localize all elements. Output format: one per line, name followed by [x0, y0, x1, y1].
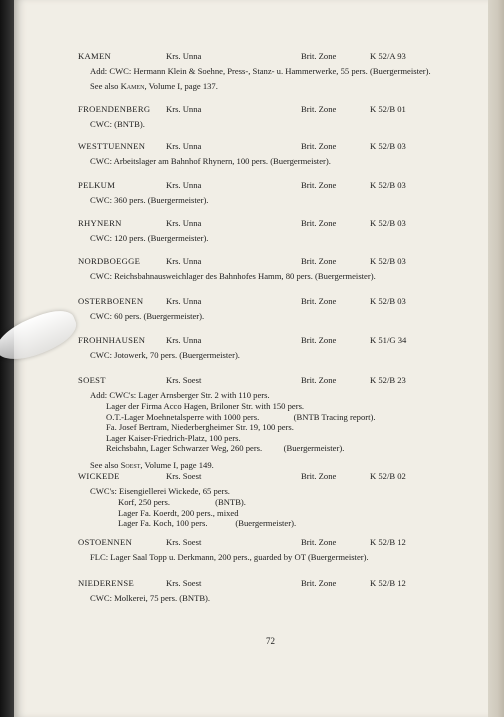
entry-subline: O.T.-Lager Moehnetalsperre with 1000 pers. (BNTB Tracing report). [106, 411, 376, 422]
entry-header [78, 375, 468, 387]
see-also [90, 81, 480, 92]
entry-subline: Korf, 250 pers. (BNTB). [118, 497, 246, 507]
entry-niederense [78, 578, 468, 604]
page-number: 72 [266, 636, 275, 646]
map-reference: K 51/G 34 [370, 335, 407, 345]
district: Krs. Soest [166, 537, 202, 547]
entry-header [78, 141, 468, 153]
map-reference: K 52/A 93 [370, 51, 406, 61]
see-also-prefix: See also [90, 459, 119, 470]
entry-nordboegge [78, 256, 468, 282]
entry-subline: Fa. Josef Bertram, Niederbergheimer Str. 19, 100 pers. [106, 422, 294, 432]
entry-header [78, 180, 468, 192]
entry-detail: CWC: Molkerei, 75 pers. (BNTB). [90, 593, 211, 603]
entry-westtuennen [78, 141, 468, 167]
entry-detail: CWC: 360 pers. (Buergermeister). [90, 195, 209, 205]
zone: Brit. Zone [301, 296, 337, 306]
see-also-prefix: See also [90, 81, 119, 91]
entry-detail: CWC's: Eisengiellerei Wickede, 65 pers. [90, 486, 230, 496]
page-edge [488, 0, 504, 717]
entry-header [78, 335, 468, 347]
entry-subline: Lager Fa. Koerdt, 200 pers., mixed [118, 507, 239, 518]
district: Krs. Soest [166, 578, 202, 588]
place-name: NIEDERENSE [78, 578, 134, 588]
district: Krs. Unna [166, 180, 202, 190]
place-name: FROENDENBERG [78, 104, 151, 114]
district: Krs. Unna [166, 256, 202, 266]
entry-header [78, 296, 468, 308]
entry-header [78, 104, 468, 116]
zone: Brit. Zone [301, 218, 337, 228]
district: Krs. Unna [166, 218, 202, 228]
place-name: FROHNHAUSEN [78, 335, 146, 345]
entry-froendenberg [78, 104, 468, 130]
map-reference: K 52/B 12 [370, 578, 406, 588]
see-also-name: Kamen [120, 81, 145, 91]
entry-soest [78, 375, 468, 471]
entry-frohnhausen [78, 335, 468, 361]
entry-header [78, 537, 468, 549]
map-reference: K 52/B 03 [370, 141, 406, 151]
entry-subline: Lager Fa. Koch, 100 pers. (Buergermeister). [118, 518, 297, 528]
entry-subline: Lager der Firma Acco Hagen, Briloner Str. with 150 pers. [106, 401, 305, 411]
map-reference: K 52/B 23 [370, 375, 406, 385]
zone: Brit. Zone [301, 335, 337, 345]
zone: Brit. Zone [301, 375, 337, 385]
entry-header [78, 471, 468, 483]
entry-header [78, 256, 468, 268]
zone: Brit. Zone [301, 180, 337, 190]
place-name: KAMEN [78, 51, 112, 61]
place-name: WESTTUENNEN [78, 141, 146, 151]
entry-detail: CWC: (BNTB). [90, 119, 145, 129]
map-reference: K 52/B 02 [370, 471, 406, 481]
entry-detail: FLC: Lager Saal Topp u. Derkmann, 200 pers., guarded by OT (Buergermeister). [90, 552, 369, 562]
entry-pelkum [78, 180, 468, 206]
district: Krs. Soest [166, 471, 202, 481]
district: Krs. Unna [166, 296, 202, 306]
district: Krs. Unna [166, 104, 202, 114]
entry-detail: CWC: 120 pers. (Buergermeister). [90, 233, 209, 243]
place-name: PELKUM [78, 180, 116, 190]
entry-subline: Reichsbahn, Lager Schwarzer Weg, 260 pers. (Buergermeister). [106, 443, 345, 453]
zone: Brit. Zone [301, 256, 337, 266]
see-also-suffix: , Volume I, page 137. [144, 81, 218, 91]
district: Krs. Unna [166, 51, 202, 61]
district: Krs. Unna [166, 141, 202, 151]
entry-rhynern [78, 218, 468, 244]
zone: Brit. Zone [301, 471, 337, 481]
see-also-name: Soest [120, 459, 141, 470]
zone: Brit. Zone [301, 104, 337, 114]
see-also-suffix: , Volume I, page 149. [140, 459, 214, 470]
entry-detail: CWC: Reichsbahnausweichlager des Bahnhofes Hamm, 80 pers. (Buergermeister). [90, 271, 376, 281]
place-name: OSTERBOENEN [78, 296, 144, 306]
map-reference: K 52/B 03 [370, 218, 406, 228]
entry-header [78, 218, 468, 230]
place-name: OSTOENNEN [78, 537, 133, 547]
entry-wickede [78, 471, 468, 529]
place-name: WICKEDE [78, 471, 120, 481]
entry-detail: CWC: Arbeitslager am Bahnhof Rhynern, 100 pers. (Buergermeister). [90, 156, 331, 166]
zone: Brit. Zone [301, 578, 337, 588]
entry-detail: CWC: 60 pers. (Buergermeister). [90, 311, 205, 321]
zone: Brit. Zone [301, 141, 337, 151]
entry-header [78, 51, 468, 63]
zone: Brit. Zone [301, 537, 337, 547]
entry-detail: CWC: Jotowerk, 70 pers. (Buergermeister). [90, 350, 240, 360]
entry-osterboenen [78, 296, 468, 322]
entry-header [78, 578, 468, 590]
see-also [90, 460, 480, 471]
entry-ostoennen [78, 537, 468, 563]
map-reference: K 52/B 03 [370, 180, 406, 190]
map-reference: K 52/B 01 [370, 104, 406, 114]
district: Krs. Unna [166, 335, 202, 345]
entry-subline: Lager Kaiser-Friedrich-Platz, 100 pers. [106, 432, 241, 443]
place-name: SOEST [78, 375, 106, 385]
zone: Brit. Zone [301, 51, 337, 61]
place-name: RHYNERN [78, 218, 122, 228]
entry-detail: Add: CWC: Hermann Klein & Soehne, Press-, Stanz- u. Hammerwerke, 55 pers. (Buergermeister). [90, 66, 431, 76]
map-reference: K 52/B 12 [370, 537, 406, 547]
district: Krs. Soest [166, 375, 202, 385]
entry-kamen [78, 51, 468, 92]
entry-detail: Add: CWC's: Lager Arnsberger Str. 2 with 110 pers. [90, 390, 270, 400]
map-reference: K 52/B 03 [370, 296, 406, 306]
place-name: NORDBOEGGE [78, 256, 141, 266]
map-reference: K 52/B 03 [370, 256, 406, 266]
